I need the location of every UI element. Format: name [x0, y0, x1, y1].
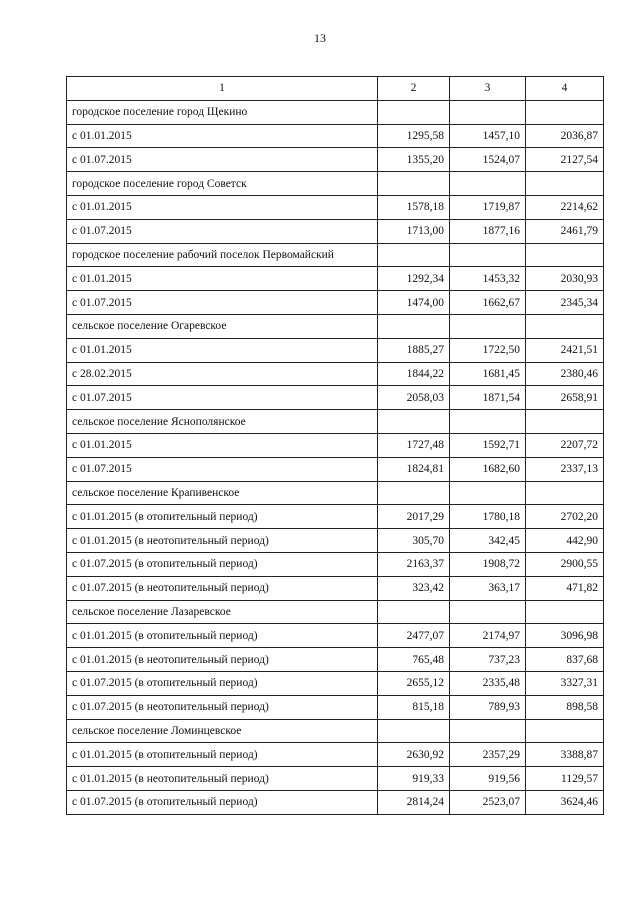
value-col-4: 2380,46 — [526, 362, 604, 386]
value-col-3: 2523,07 — [450, 790, 526, 814]
empty-cell — [450, 314, 526, 338]
value-col-3: 1453,32 — [450, 267, 526, 291]
value-col-2: 2814,24 — [378, 790, 450, 814]
period-label: с 01.07.2015 — [67, 219, 378, 243]
table-row — [67, 767, 604, 791]
value-col-3: 1871,54 — [450, 386, 526, 410]
table-row — [67, 624, 604, 648]
period-label: с 01.07.2015 — [67, 386, 378, 410]
value-col-3: 1662,67 — [450, 291, 526, 315]
value-col-3: 1722,50 — [450, 338, 526, 362]
table-row — [67, 671, 604, 695]
empty-cell — [378, 243, 450, 267]
value-col-4: 442,90 — [526, 529, 604, 553]
value-col-3: 1877,16 — [450, 219, 526, 243]
period-label: с 28.02.2015 — [67, 362, 378, 386]
table-row — [67, 552, 604, 576]
table-row — [67, 195, 604, 219]
period-label: с 01.07.2015 (в отопительный период) — [67, 552, 378, 576]
value-col-2: 2058,03 — [378, 386, 450, 410]
value-col-4: 3624,46 — [526, 790, 604, 814]
period-label: с 01.07.2015 (в неотопительный период) — [67, 695, 378, 719]
value-col-2: 323,42 — [378, 576, 450, 600]
section-header-row — [67, 600, 604, 624]
period-label: с 01.01.2015 (в отопительный период) — [67, 505, 378, 529]
table-row — [67, 338, 604, 362]
value-col-3: 789,93 — [450, 695, 526, 719]
table-row — [67, 386, 604, 410]
empty-cell — [526, 600, 604, 624]
table-row — [67, 529, 604, 553]
section-header-row — [67, 410, 604, 434]
section-header-row — [67, 100, 604, 124]
period-label: с 01.07.2015 (в отопительный период) — [67, 671, 378, 695]
empty-cell — [378, 100, 450, 124]
value-col-3: 1457,10 — [450, 124, 526, 148]
empty-cell — [378, 172, 450, 196]
value-col-4: 2421,51 — [526, 338, 604, 362]
value-col-4: 2127,54 — [526, 148, 604, 172]
table-body — [67, 77, 604, 815]
value-col-3: 1592,71 — [450, 433, 526, 457]
table-row — [67, 362, 604, 386]
table-row — [67, 505, 604, 529]
page-number: 13 — [314, 31, 326, 45]
empty-cell — [378, 314, 450, 338]
value-col-4: 471,82 — [526, 576, 604, 600]
section-header-row — [67, 719, 604, 743]
value-col-2: 1885,27 — [378, 338, 450, 362]
value-col-2: 1295,58 — [378, 124, 450, 148]
empty-cell — [450, 100, 526, 124]
value-col-3: 2335,48 — [450, 671, 526, 695]
empty-cell — [450, 719, 526, 743]
value-col-4: 2030,93 — [526, 267, 604, 291]
settlement-name: городское поселение город Щекино — [67, 100, 378, 124]
value-col-3: 1719,87 — [450, 195, 526, 219]
value-col-3: 919,56 — [450, 767, 526, 791]
column-header-3: 3 — [450, 77, 526, 101]
period-label: с 01.01.2015 (в неотопительный период) — [67, 648, 378, 672]
empty-cell — [450, 410, 526, 434]
settlement-name: сельское поселение Яснополянское — [67, 410, 378, 434]
table-row — [67, 790, 604, 814]
value-col-4: 3096,98 — [526, 624, 604, 648]
value-col-2: 765,48 — [378, 648, 450, 672]
value-col-2: 919,33 — [378, 767, 450, 791]
value-col-4: 2702,20 — [526, 505, 604, 529]
table-row — [67, 457, 604, 481]
empty-cell — [378, 481, 450, 505]
value-col-4: 2658,91 — [526, 386, 604, 410]
period-label: с 01.01.2015 — [67, 195, 378, 219]
settlement-name: городское поселение город Советск — [67, 172, 378, 196]
value-col-2: 2477,07 — [378, 624, 450, 648]
period-label: с 01.07.2015 — [67, 148, 378, 172]
value-col-2: 1474,00 — [378, 291, 450, 315]
section-header-row — [67, 481, 604, 505]
settlement-name: сельское поселение Ломинцевское — [67, 719, 378, 743]
empty-cell — [378, 719, 450, 743]
empty-cell — [526, 481, 604, 505]
period-label: с 01.01.2015 — [67, 433, 378, 457]
value-col-2: 1578,18 — [378, 195, 450, 219]
table-row — [67, 648, 604, 672]
period-label: с 01.01.2015 — [67, 267, 378, 291]
value-col-2: 1355,20 — [378, 148, 450, 172]
value-col-2: 305,70 — [378, 529, 450, 553]
value-col-4: 898,58 — [526, 695, 604, 719]
empty-cell — [450, 243, 526, 267]
value-col-2: 815,18 — [378, 695, 450, 719]
section-header-row — [67, 243, 604, 267]
section-header-row — [67, 172, 604, 196]
period-label: с 01.01.2015 — [67, 338, 378, 362]
table-row — [67, 124, 604, 148]
table-row — [67, 433, 604, 457]
table-row — [67, 291, 604, 315]
value-col-4: 2036,87 — [526, 124, 604, 148]
section-header-row — [67, 314, 604, 338]
table-row — [67, 219, 604, 243]
period-label: с 01.01.2015 (в отопительный период) — [67, 743, 378, 767]
value-col-2: 1824,81 — [378, 457, 450, 481]
value-col-3: 1524,07 — [450, 148, 526, 172]
value-col-4: 2214,62 — [526, 195, 604, 219]
column-header-1: 1 — [67, 77, 378, 101]
settlement-name: сельское поселение Крапивенское — [67, 481, 378, 505]
value-col-2: 2630,92 — [378, 743, 450, 767]
value-col-3: 363,17 — [450, 576, 526, 600]
value-col-4: 2207,72 — [526, 433, 604, 457]
empty-cell — [526, 410, 604, 434]
value-col-4: 3388,87 — [526, 743, 604, 767]
value-col-3: 1682,60 — [450, 457, 526, 481]
table-row — [67, 743, 604, 767]
value-col-3: 1780,18 — [450, 505, 526, 529]
period-label: с 01.01.2015 — [67, 124, 378, 148]
value-col-3: 737,23 — [450, 648, 526, 672]
period-label: с 01.07.2015 (в отопительный период) — [67, 790, 378, 814]
empty-cell — [526, 100, 604, 124]
value-col-4: 2345,34 — [526, 291, 604, 315]
settlement-name: сельское поселение Огаревское — [67, 314, 378, 338]
value-col-2: 2017,29 — [378, 505, 450, 529]
table-row — [67, 695, 604, 719]
value-col-3: 2357,29 — [450, 743, 526, 767]
table-row — [67, 576, 604, 600]
period-label: с 01.01.2015 (в отопительный период) — [67, 624, 378, 648]
column-header-4: 4 — [526, 77, 604, 101]
value-col-3: 1681,45 — [450, 362, 526, 386]
value-col-4: 2461,79 — [526, 219, 604, 243]
empty-cell — [450, 172, 526, 196]
settlement-name: сельское поселение Лазаревское — [67, 600, 378, 624]
value-col-3: 1908,72 — [450, 552, 526, 576]
period-label: с 01.07.2015 — [67, 291, 378, 315]
empty-cell — [526, 719, 604, 743]
tariff-table — [66, 76, 604, 815]
period-label: с 01.01.2015 (в неотопительный период) — [67, 767, 378, 791]
empty-cell — [526, 314, 604, 338]
period-label: с 01.01.2015 (в неотопительный период) — [67, 529, 378, 553]
empty-cell — [526, 243, 604, 267]
empty-cell — [526, 172, 604, 196]
table-row — [67, 148, 604, 172]
column-header-2: 2 — [378, 77, 450, 101]
value-col-4: 2900,55 — [526, 552, 604, 576]
value-col-2: 1844,22 — [378, 362, 450, 386]
value-col-4: 3327,31 — [526, 671, 604, 695]
period-label: с 01.07.2015 (в неотопительный период) — [67, 576, 378, 600]
empty-cell — [450, 600, 526, 624]
table-row — [67, 267, 604, 291]
value-col-2: 1727,48 — [378, 433, 450, 457]
value-col-2: 2163,37 — [378, 552, 450, 576]
value-col-2: 1292,34 — [378, 267, 450, 291]
value-col-3: 342,45 — [450, 529, 526, 553]
settlement-name: городское поселение рабочий поселок Первомайский — [67, 243, 378, 267]
value-col-4: 2337,13 — [526, 457, 604, 481]
empty-cell — [378, 410, 450, 434]
table-header-row — [67, 77, 604, 101]
empty-cell — [378, 600, 450, 624]
value-col-4: 1129,57 — [526, 767, 604, 791]
value-col-3: 2174,97 — [450, 624, 526, 648]
value-col-2: 1713,00 — [378, 219, 450, 243]
value-col-2: 2655,12 — [378, 671, 450, 695]
period-label: с 01.07.2015 — [67, 457, 378, 481]
empty-cell — [450, 481, 526, 505]
value-col-4: 837,68 — [526, 648, 604, 672]
